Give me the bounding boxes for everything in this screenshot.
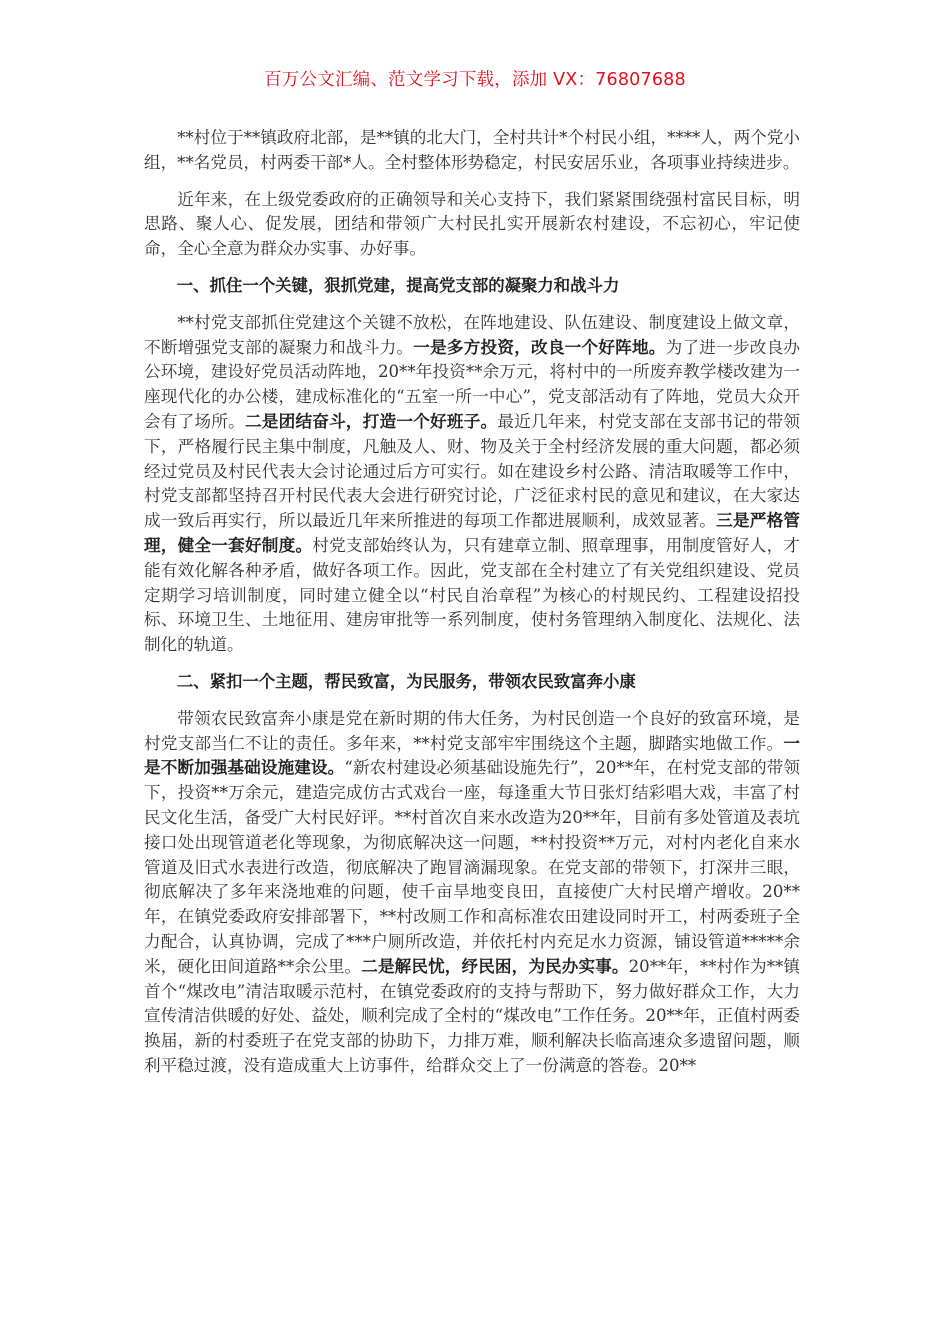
section-heading-2: 二、紧扣一个主题，帮民致富，为民服务，带领农民致富奔小康 (176, 671, 636, 691)
bold-point-1: 一是多方投资，改良一个好阵地。 (413, 337, 666, 357)
bold-point-2: 二是解民忧，纾民困，为民办实事。 (361, 956, 629, 976)
text-run: 带领农民致富奔小康是党在新时期的伟大任务，为村民创造一个良好的致富环境，是村党支部当仁不让的责任。多年来，**村党支部牢牢围绕这个主题，脚踏实地做工作。 (144, 708, 800, 753)
bold-point-1: 一是不断加强基础设施建设。 (144, 733, 800, 778)
section-heading-1: 一、抓住一个关键，狠抓党建，提高党支部的凝聚力和战斗力 (176, 275, 620, 295)
text-run: 最近几年来，村党支部在支部书记的带领下，严格履行民主集中制度，凡触及人、财、物及关于全村经济发展的重大问题，都必须经过党员及村民代表大会讨论通过后方可实行。如在建设乡村公路、清洁取暖等工作中，村党支部都坚持召开村民代表大会进行研究讨论，广泛征求村民的意见和建议，在大家达成一致后再实行，所以最近几年来所推进的每项工作都进展顺利，成效显著。 (144, 411, 801, 531)
text-run: 为了进一步改良办公环境，建设好党员活动阵地，20**年投资**余万元，将村中的一所废弃教学楼改建为一座现代化的办公楼，建成标准化的“五室一所一中心”，党支部活动有了阵地，党员大众开会有了场所。 (144, 337, 801, 431)
bold-point-3: 三是严格管理，健全一套好制度。 (144, 511, 801, 555)
section-1-paragraph (144, 311, 800, 658)
text-run: 20**年，**村作为**镇首个“煤改电”清洁取暖示范村，在镇党委政府的支持与帮助下，努力做好群众工作，大力宣传清洁供暖的好处、益处，顺利完成了全村的“煤改电”工作任务。20**年，正值村两委换届，新的村委班子在党支部的协助下，力排万难，顺利解决长临高速众多遗留问题，顺利平稳过渡，没有造成重大上访事件，给群众交上了一份满意的答卷。20** (144, 956, 801, 1075)
text-run: 村党支部始终认为，只有建章立制、照章理事，用制度管好人，才能有效化解各种矛盾，做好各项工作。因此，党支部在全村建立了有关党组织建设、党员定期学习培训制度，同时建立健全以“村民自治章程”为核心的村规民约、工程建设招投标、环境卫生、土地征用、建房审批等一系列制度，使村务管理纳入制度化、法规化、法制化的轨道。 (144, 535, 800, 655)
intro-paragraph: **村位于**镇政府北部，是**镇的北大门，全村共计*个村民小组，****人，两个党小组，**名党员，村两委干部*人。全村整体形势稳定，村民安居乐业，各项事业持续进步。 (144, 128, 800, 172)
text-run: “新农村建设必须基础设施先行”，20**年，在村党支部的带领下，投资**万余元，建造完成仿古式戏台一座，每逢重大节日张灯结彩唱大戏，丰富了村民文化生活，备受广大村民好评。**村首次自来水改造为20**年，目前有多处管道及表坑接口处出现管道老化等现象，为彻底解决这一问题，**村投资**万元，对村内老化自来水管道及旧式水表进行改造，彻底解决了跑冒滴漏现象。在党支部的带领下，打深井三眼，彻底解决了多年来浇地难的问题，使千亩旱地变良田，直接使广大村民增产增收。20**年，在镇党委政府安排部署下，**村改厕工作和高标准农田建设同时开工，村两委班子全力配合，认真协调，完成了***户厕所改造，并依托村内充足水力资源，铺设管道*****余米，硬化田间道路**余公里。 (144, 758, 800, 976)
section-2-paragraph (144, 707, 800, 1079)
overview-paragraph: 近年来，在上级党委政府的正确领导和关心支持下，我们紧紧围绕强村富民目标，明思路、聚人心、促发展，团结和带领广大村民扎实开展新农村建设，不忘初心，牢记使命，全心全意为群众办实事、办好事。 (144, 189, 800, 259)
bold-point-2: 二是团结奋斗，打造一个好班子。 (244, 411, 498, 431)
text-run: **村党支部抓住党建这个关键不放松，在阵地建设、队伍建设、制度建设上做文章，不断增强党支部的凝聚力和战斗力。 (144, 312, 800, 357)
watermark-header: 百万公文汇编、范文学习下载，添加 VX：76807688 (264, 70, 686, 90)
document-body (144, 126, 800, 1091)
